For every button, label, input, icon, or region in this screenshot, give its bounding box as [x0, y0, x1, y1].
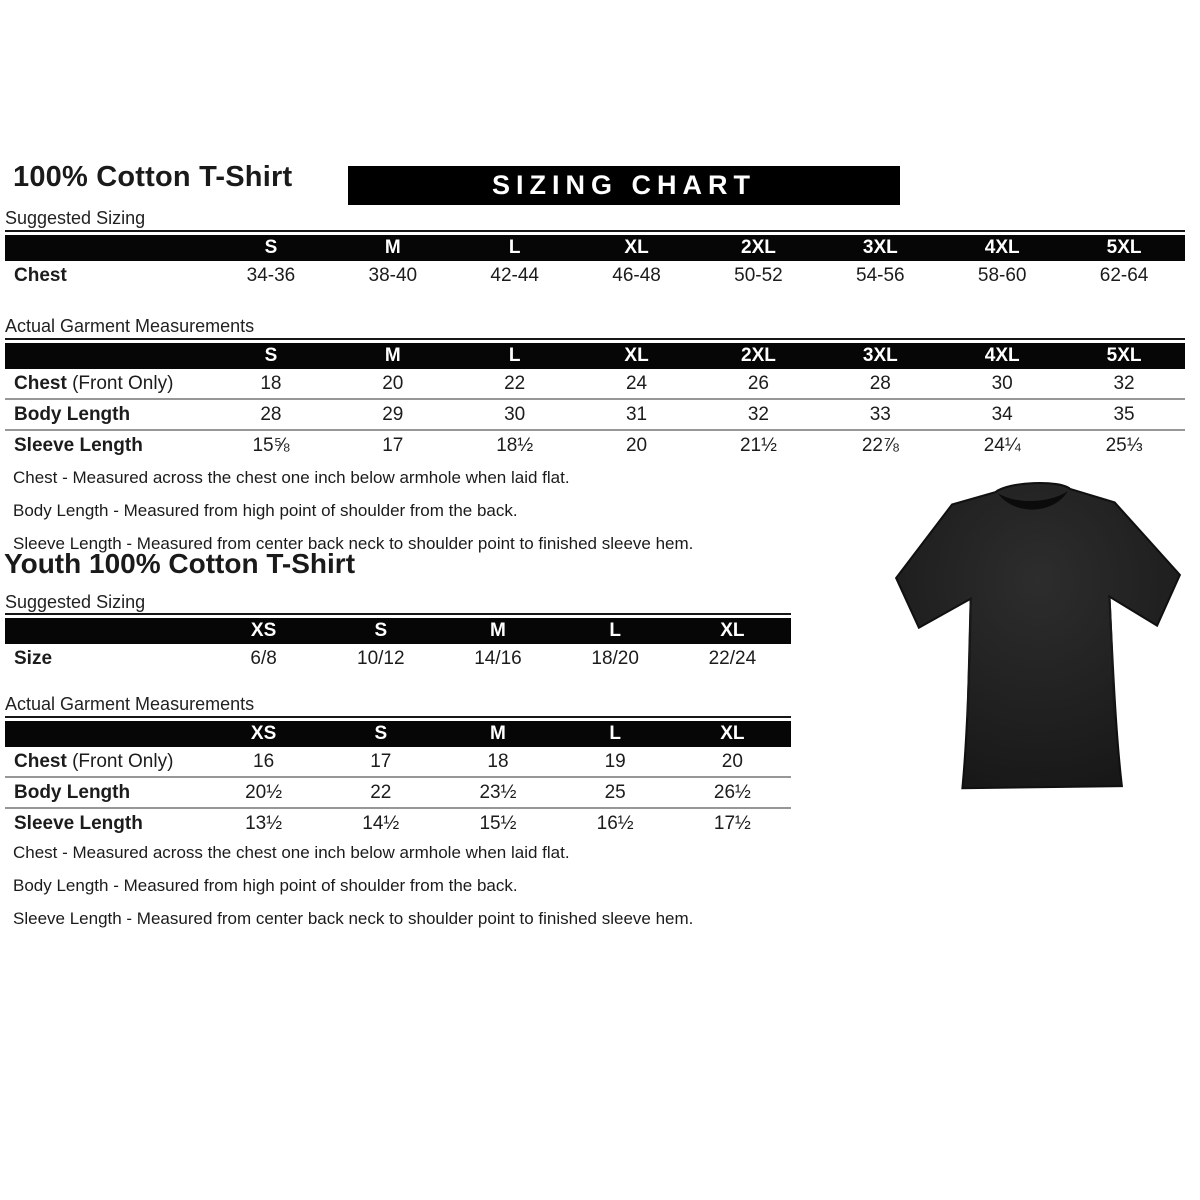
- measurement-cell: 32: [698, 398, 820, 429]
- adult-actual-measurements-label: Actual Garment Measurements: [5, 316, 255, 336]
- measurement-cell: 58-60: [977, 264, 1027, 286]
- measurement-cell: 46-48: [612, 264, 661, 286]
- size-column-header: M: [332, 340, 454, 369]
- table-row: [5, 369, 1185, 398]
- adult-actual-measurements-table: [5, 338, 1185, 460]
- size-header-row: [5, 232, 1185, 261]
- measurement-cell: 42-44: [490, 264, 539, 286]
- row-label: Size: [14, 647, 53, 669]
- measurement-cell: 24¼: [941, 429, 1063, 460]
- measurement-cell: 18: [487, 750, 509, 772]
- size-column-header: S: [322, 615, 439, 644]
- size-header-row: [5, 340, 1185, 369]
- size-column-header: 4XL: [941, 340, 1063, 369]
- youth-suggested-sizing-label: Suggested Sizing: [5, 592, 146, 612]
- tshirt-body-shape: [896, 483, 1180, 788]
- table-row: [5, 747, 791, 776]
- measurement-note: Sleeve Length - Measured from center back neck to shoulder point to finished sleeve hem.: [13, 909, 694, 928]
- size-column-header: M: [332, 232, 454, 261]
- size-column-header: 5XL: [1063, 232, 1185, 261]
- measurement-cell: 16½: [557, 807, 674, 838]
- size-column-header: L: [557, 615, 674, 644]
- measurement-cell: 13½: [205, 807, 322, 838]
- measurement-cell: 21½: [698, 429, 820, 460]
- size-column-header: M: [439, 718, 556, 747]
- size-column-header: S: [210, 340, 332, 369]
- measurement-cell: 14½: [322, 807, 439, 838]
- measurement-cell: 23½: [439, 776, 556, 807]
- measurement-cell: 29: [332, 398, 454, 429]
- measurement-note: Sleeve Length - Measured from center back neck to shoulder point to finished sleeve hem.: [13, 534, 694, 553]
- size-column-header: S: [322, 718, 439, 747]
- measurement-cell: 54-56: [856, 264, 905, 286]
- measurement-cell: 28: [869, 372, 891, 394]
- measurement-cell: 22⅞: [819, 429, 941, 460]
- measurement-cell: 20½: [205, 776, 322, 807]
- measurement-cell: 35: [1063, 398, 1185, 429]
- row-label: Chest (Front Only): [14, 372, 174, 394]
- measurement-note: Body Length - Measured from high point of shoulder from the back.: [13, 501, 518, 520]
- adult-suggested-sizing-table: [5, 230, 1185, 290]
- measurement-cell: 17: [332, 429, 454, 460]
- measurement-cell: 62-64: [1099, 264, 1149, 286]
- measurement-cell: 15½: [439, 807, 556, 838]
- measurement-cell: 16: [253, 750, 275, 772]
- size-column-header: 4XL: [941, 232, 1063, 261]
- tshirt-image: [892, 477, 1184, 795]
- measurement-cell: 30: [991, 372, 1013, 394]
- youth-actual-measurements-table: [5, 716, 791, 838]
- size-column-header: 2XL: [698, 340, 820, 369]
- adult-suggested-sizing-label: Suggested Sizing: [5, 208, 146, 228]
- size-column-header: XL: [576, 232, 698, 261]
- size-column-header: 2XL: [698, 232, 820, 261]
- table-row: [5, 429, 1185, 460]
- measurement-cell: 26½: [674, 776, 791, 807]
- measurement-cell: 18: [260, 372, 282, 394]
- size-column-header: L: [454, 232, 576, 261]
- table-corner: [5, 340, 210, 369]
- table-corner: [5, 718, 205, 747]
- measurement-cell: 18/20: [591, 647, 639, 669]
- measurement-cell: 32: [1113, 372, 1135, 394]
- measurement-cell: 22: [322, 776, 439, 807]
- size-column-header: XL: [674, 615, 791, 644]
- row-label: Body Length: [5, 398, 210, 429]
- size-column-header: 3XL: [819, 340, 941, 369]
- measurement-cell: 25⅓: [1063, 429, 1185, 460]
- table-row: [5, 776, 791, 807]
- table-row: [5, 261, 1185, 290]
- table-corner: [5, 232, 210, 261]
- measurement-cell: 20: [382, 372, 404, 394]
- measurement-cell: 34-36: [246, 264, 296, 286]
- measurement-cell: 18½: [454, 429, 576, 460]
- size-column-header: 3XL: [819, 232, 941, 261]
- size-column-header: XL: [576, 340, 698, 369]
- size-column-header: XS: [205, 718, 322, 747]
- measurement-cell: 17½: [674, 807, 791, 838]
- black-tshirt-graphic: [892, 477, 1184, 795]
- measurement-cell: 34: [941, 398, 1063, 429]
- size-header-row: [5, 615, 791, 644]
- measurement-note: Chest - Measured across the chest one inch below armhole when laid flat.: [13, 843, 570, 862]
- measurement-cell: 14/16: [474, 647, 522, 669]
- measurement-cell: 20: [721, 750, 743, 772]
- measurement-cell: 26: [747, 372, 769, 394]
- measurement-cell: 15⅝: [210, 429, 332, 460]
- row-label: Chest: [14, 264, 67, 286]
- youth-measurement-notes: [13, 836, 913, 935]
- measurement-cell: 38-40: [368, 264, 418, 286]
- size-header-row: [5, 718, 791, 747]
- measurement-note: Body Length - Measured from high point of shoulder from the back.: [13, 876, 518, 895]
- row-label: Sleeve Length: [5, 429, 210, 460]
- table-corner: [5, 615, 205, 644]
- row-label: Sleeve Length: [5, 807, 205, 838]
- row-label: Body Length: [5, 776, 205, 807]
- measurement-cell: 17: [370, 750, 392, 772]
- adult-measurement-notes: [13, 461, 913, 560]
- table-row: [5, 807, 791, 838]
- size-column-header: 5XL: [1063, 340, 1185, 369]
- youth-section-heading: Youth 100% Cotton T-Shirt: [4, 548, 356, 579]
- youth-actual-measurements-label: Actual Garment Measurements: [5, 694, 255, 714]
- measurement-cell: 10/12: [357, 647, 405, 669]
- measurement-cell: 50-52: [734, 264, 783, 286]
- size-column-header: S: [210, 232, 332, 261]
- measurement-cell: 25: [557, 776, 674, 807]
- table-row: [5, 644, 791, 673]
- measurement-cell: 6/8: [250, 647, 277, 669]
- table-row: [5, 398, 1185, 429]
- page-title: 100% Cotton T-Shirt: [13, 161, 293, 193]
- size-column-header: XL: [674, 718, 791, 747]
- measurement-cell: 33: [819, 398, 941, 429]
- measurement-cell: 30: [454, 398, 576, 429]
- size-column-header: L: [454, 340, 576, 369]
- size-column-header: L: [557, 718, 674, 747]
- measurement-cell: 28: [210, 398, 332, 429]
- measurement-cell: 20: [576, 429, 698, 460]
- size-column-header: M: [439, 615, 556, 644]
- measurement-cell: 24: [625, 372, 648, 394]
- measurement-cell: 22: [504, 372, 526, 394]
- measurement-cell: 19: [604, 750, 626, 772]
- sizing-chart-banner: [348, 166, 900, 205]
- measurement-cell: 31: [576, 398, 698, 429]
- row-label: Chest (Front Only): [14, 750, 174, 772]
- measurement-cell: 22/24: [708, 647, 757, 669]
- measurement-note: Chest - Measured across the chest one inch below armhole when laid flat.: [13, 468, 570, 487]
- sizing-chart-banner-text: SIZING CHART: [492, 170, 756, 200]
- size-column-header: XS: [205, 615, 322, 644]
- youth-suggested-sizing-table: [5, 613, 791, 673]
